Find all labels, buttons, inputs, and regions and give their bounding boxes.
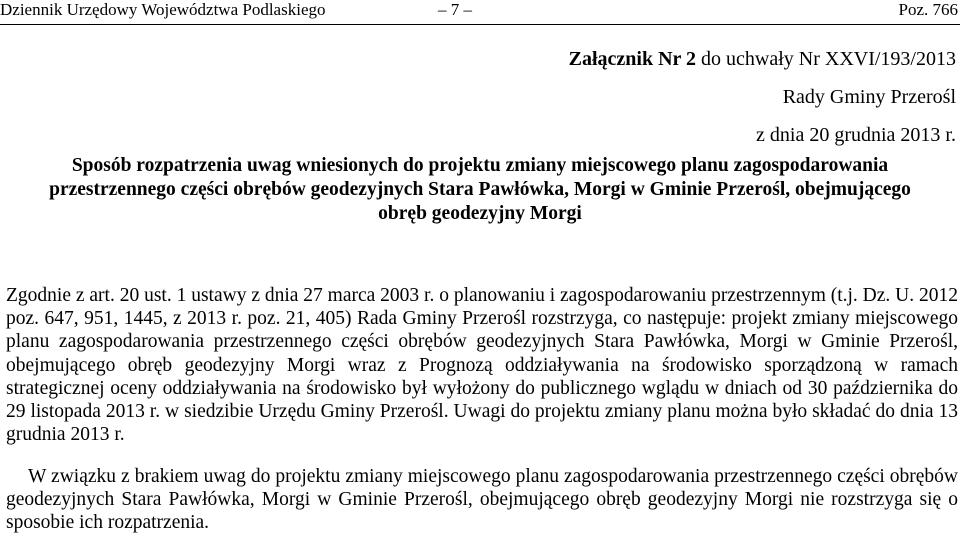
resolution-date: z dnia 20 grudnia 2013 r. bbox=[756, 124, 956, 146]
attachment-block bbox=[569, 40, 956, 154]
position-number: Poz. 766 bbox=[898, 0, 958, 19]
attachment-label bbox=[569, 40, 956, 78]
journal-title: Dziennik Urzędowy Województwa Podlaskiego bbox=[0, 0, 326, 19]
body-paragraph-1: Zgodnie z art. 20 ust. 1 ustawy z dnia 27 marca 2003 r. o planowaniu i zagospodarowaniu przestrzennym (t.j. Dz. U. 2012 poz. 647, 951, 1445, z 2013 r. poz. 21, 405) Rada Gminy Przerośl rozstrzyga, co następuje: projekt zmiany miejscowego planu zagospodarowania przestrzennego części obrębów geodezyjnych Stara Pawłówka, Morgi w Gminie Przerośl, obejmującego obręb geodezyjny Morgi wraz z Prognozą oddziaływania na środowisko sporządzoną w ramach strategicznej oceny oddziaływania na środowisko był wyłożony do publicznego wglądu w dniach od 30 października do 29 listopada 2013 r. w siedzibie Urzędu Gminy Przerośl. Uwagi do projektu zmiany planu można było składać do dnia 13 grudnia 2013 r. bbox=[6, 285, 959, 446]
title-line-3: obręb geodezyjny Morgi bbox=[378, 203, 582, 224]
resolution-reference: do uchwały Nr XXVI/193/2013 bbox=[696, 48, 956, 70]
page-number: – 7 – bbox=[438, 0, 472, 19]
body-paragraph-2: W związku z brakiem uwag do projektu zmiany miejscowego planu zagospodarowania przestrzennego części obrębów geodezyjnych Stara Pawłówka, Morgi w Gminie Przerośl, obejmującego obręb geodezyjny Morgi nie rozstrzyga się o sposobie ich rozpatrzenia. bbox=[6, 466, 958, 534]
title-line-1: Sposób rozpatrzenia uwag wniesionych do projektu zmiany miejscowego planu zagospodarowania bbox=[71, 155, 889, 176]
page-header bbox=[0, 0, 960, 25]
council-name: Rady Gminy Przerośl bbox=[782, 86, 956, 108]
document-title bbox=[0, 154, 960, 226]
attachment-number: Załącznik Nr 2 bbox=[568, 48, 697, 70]
title-line-2: przestrzennego części obrębów geodezyjnych Stara Pawłówka, Morgi w Gminie Przerośl, obejmującego bbox=[49, 179, 911, 200]
